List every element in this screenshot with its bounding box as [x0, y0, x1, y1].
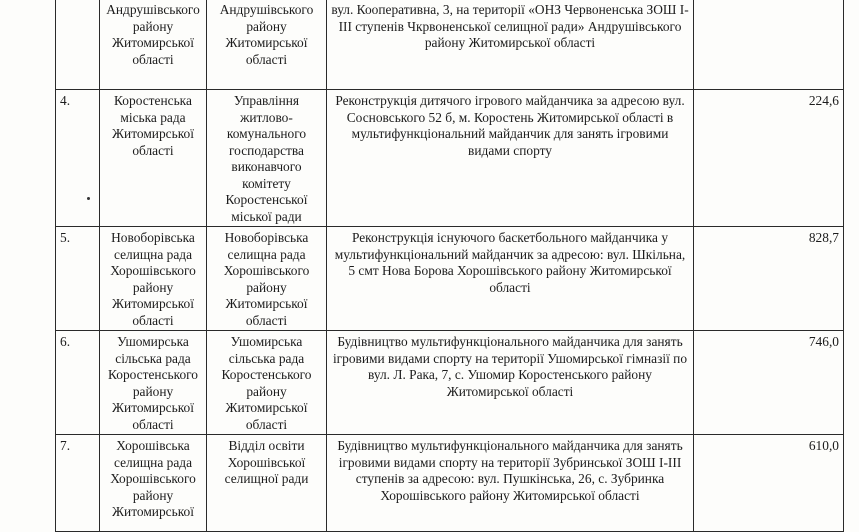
grantee-cell: Андрушівського району Житомирської області: [100, 0, 207, 90]
row-number: [56, 0, 100, 90]
executor-cell: Управління житлово-комунального господарства виконавчого комітету Коростенської міської ради: [207, 90, 327, 227]
executor-cell: Андрушівського району Житомирської області: [207, 0, 327, 90]
object-cell: Будівництво мультифункціонального майданчика для занять ігровими видами спорту на території Зубринської ЗОШ І-ІІІ ступенів за адресою: вул. Пушкінська, 26, с. Зубринка Хорошівського району Житомирської області: [327, 435, 694, 532]
object-cell: Реконструкція дитячого ігрового майданчика за адресою вул. Сосновського 52 б, м. Коростень Житомирської області в мультифункціональний майданчик для занять ігровими видами спорту: [327, 90, 694, 227]
grantee-cell: Хорошівська селищна рада Хорошівського району Житомирської: [100, 435, 207, 532]
amount-cell: 828,7: [694, 227, 844, 331]
row-number: 6.: [56, 331, 100, 435]
row-number: 4.: [56, 90, 100, 227]
projects-table: [55, 0, 844, 532]
amount-cell: 224,6: [694, 90, 844, 227]
table-row: [56, 0, 844, 90]
amount-cell: [694, 0, 844, 90]
grantee-cell: Новоборівська селищна рада Хорошівського району Житомирської області: [100, 227, 207, 331]
table-row: [56, 227, 844, 331]
grantee-cell: Коростенська міська рада Житомирської області: [100, 90, 207, 227]
grantee-cell: Ушомирська сільська рада Коростенського району Житомирської області: [100, 331, 207, 435]
row-number: 5.: [56, 227, 100, 331]
object-cell: Будівництво мультифункціонального майданчика для занять ігровими видами спорту на території Ушомирської гімназії по вул. Л. Рака, 7, с. Ушомир Коростенського району Житомирської області: [327, 331, 694, 435]
object-cell: Реконструкція існуючого баскетбольного майданчика у мультифункціональний майданчик за адресою: вул. Шкільна, 5 смт Нова Борова Хорошівського району Житомирської області: [327, 227, 694, 331]
object-cell: вул. Кооперативна, 3, на території «ОНЗ Червоненська ЗОШ І-ІІІ ступенів Чкрвоненської селищної ради» Андрушівського району Житомирської області: [327, 0, 694, 90]
amount-cell: 610,0: [694, 435, 844, 532]
table-row: [56, 435, 844, 532]
executor-cell: Новоборівська селищна рада Хорошівського району Житомирської області: [207, 227, 327, 331]
executor-cell: Відділ освіти Хорошівської селищної ради: [207, 435, 327, 532]
table-row: [56, 90, 844, 227]
scan-speck: [87, 197, 90, 200]
row-number: 7.: [56, 435, 100, 532]
table-row: [56, 331, 844, 435]
amount-cell: 746,0: [694, 331, 844, 435]
executor-cell: Ушомирська сільська рада Коростенського району Житомирської області: [207, 331, 327, 435]
